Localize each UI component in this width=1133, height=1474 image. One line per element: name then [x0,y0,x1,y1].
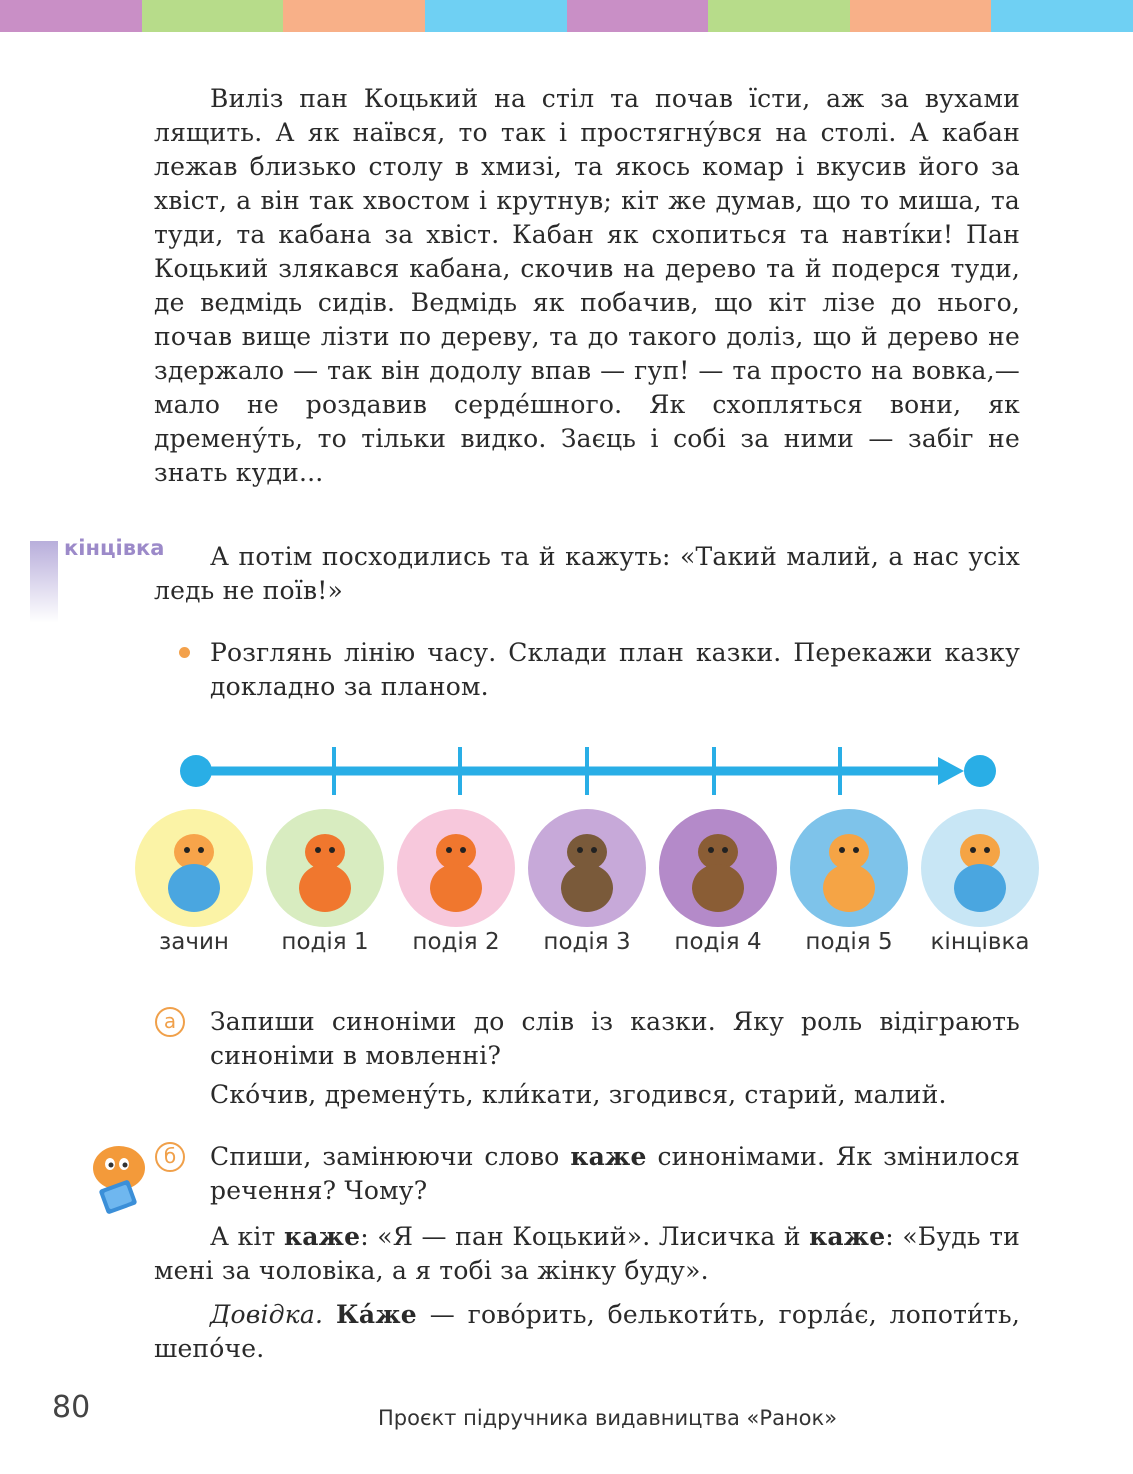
timeline-label: зачин [159,929,229,955]
task-badge-a: а [155,1007,185,1037]
figure-body [692,864,744,912]
bullet-icon [179,647,190,658]
fox-and-cat-icon [266,809,384,927]
task-b-example [154,1220,1020,1288]
timeline-label: кінцівка [930,929,1030,955]
timeline [0,740,1133,940]
figure-body [561,864,613,912]
task-b-ex-3: : «Будь ти мені за чоловіка, а я тобі за жінку буду». [154,1222,1020,1285]
publisher-footer: Проєкт підручника видавництва «Ранок» [378,1406,838,1430]
color-segment [567,0,709,32]
story-paragraph-1: Виліз пан Коцький на стіл та почав їсти, аж за вухами лящить. А як наївся, то так і простягну́вся на столі. А кабан лежав близько столу в хмизі, та якось комар і вкусив його за хвіст, а він так хвостом і крутнув; кіт же думав, що то миша, та туди, та кабана за хвіст. Кабан як схопиться та навті́ки! Пан Коцький злякався кабана, скочив на дерево та й подерся туди, де ведмідь сидів. Ведмідь як побачив, що кіт лізе до нього, почав вище лізти по дереву, та до такого доліз, що й дерево не здержало — так він додолу впав — гуп! — та просто на вовка,— мало не роздавив серде́шного. Як схопляться вони, як дремену́ть, то тільки видко. Заєць і собі за ними — забіг не знать куди... [154,84,1020,487]
figure-body [168,864,220,912]
color-segment [0,0,142,32]
color-segment [991,0,1133,32]
wolf-boar-bear-pot-icon [528,809,646,927]
figure-eye [577,847,583,853]
timeline-label: подія 3 [543,929,631,955]
task-b-ex-1: А кіт [210,1222,284,1251]
figure-body [823,864,875,912]
color-segment [708,0,850,32]
cat-icon [135,809,253,927]
reference-word: Ка́же [335,1300,417,1329]
cat-and-wolf-icon [790,809,908,927]
timeline-label: подія 4 [674,929,762,955]
timeline-start-dot [180,755,212,787]
figure-eye [722,847,728,853]
color-segment [142,0,284,32]
figure-body [299,864,351,912]
timeline-label: подія 1 [281,929,369,955]
task-b-ex-word-2: каже [809,1222,886,1251]
task-b-q-after: синонімами. Як змінилося речення? Чому? [210,1142,1020,1205]
figure-eye [446,847,452,853]
task-b-reference [154,1298,1020,1366]
fox-and-hare-icon [397,809,515,927]
reference-label: Довідка. [210,1300,324,1329]
top-color-bar [0,0,1133,32]
mascot-hand-icon [84,1140,154,1215]
figure-eye [984,847,990,853]
task-b-ex-word-1: каже [283,1222,361,1251]
figure-eye [184,847,190,853]
figure-eye [591,847,597,853]
figure-body [430,864,482,912]
task-b-q-before: Спиши, замінюючи слово [210,1142,571,1171]
timeline-label: подія 2 [412,929,500,955]
task-b-ex-2: : «Я — пан Коцький». Лисичка й [360,1222,810,1251]
page-number: 80 [52,1390,91,1425]
task-badge-b: б [155,1142,185,1172]
task-b-q-word: каже [570,1142,647,1171]
figure-eye [853,847,859,853]
figure-eye [198,847,204,853]
figure-eye [329,847,335,853]
figure-eye [315,847,321,853]
story-paragraph-2: А потім посходились та й кажуть: «Такий малий, а нас усіх ледь не поїв!» [154,542,1020,605]
color-segment [283,0,425,32]
cat-icon [921,809,1039,927]
figure-eye [970,847,976,853]
task-b-question [210,1140,1020,1208]
timeline-end-dot [964,755,996,787]
figure-eye [708,847,714,853]
side-label-ending: кінцівка [64,536,165,560]
side-tag-bar [30,541,58,623]
figure-eye [460,847,466,853]
reference-text: — гово́рить, белькоти́ть, горла́є, лопоти́ть, шепо́че. [154,1300,1020,1363]
color-segment [850,0,992,32]
task-a-question: Запиши синоніми до слів із казки. Яку роль відіграють синоніми в мовленні? [210,1007,1020,1070]
timeline-illustrations [135,809,1039,927]
task-bullet-text: Розглянь лінію часу. Склади план казки. Перекажи казку докладно за планом. [210,638,1020,701]
task-a-words: Ско́чив, дремену́ть, кли́кати, згодився, старий, малий. [210,1080,947,1109]
figure-body [954,864,1006,912]
color-segment [425,0,567,32]
figure-eye [839,847,845,853]
timeline-label: подія 5 [805,929,893,955]
timeline-axis [180,747,996,795]
timeline-arrowhead [938,757,964,785]
bear-wolf-hare-icon [659,809,777,927]
